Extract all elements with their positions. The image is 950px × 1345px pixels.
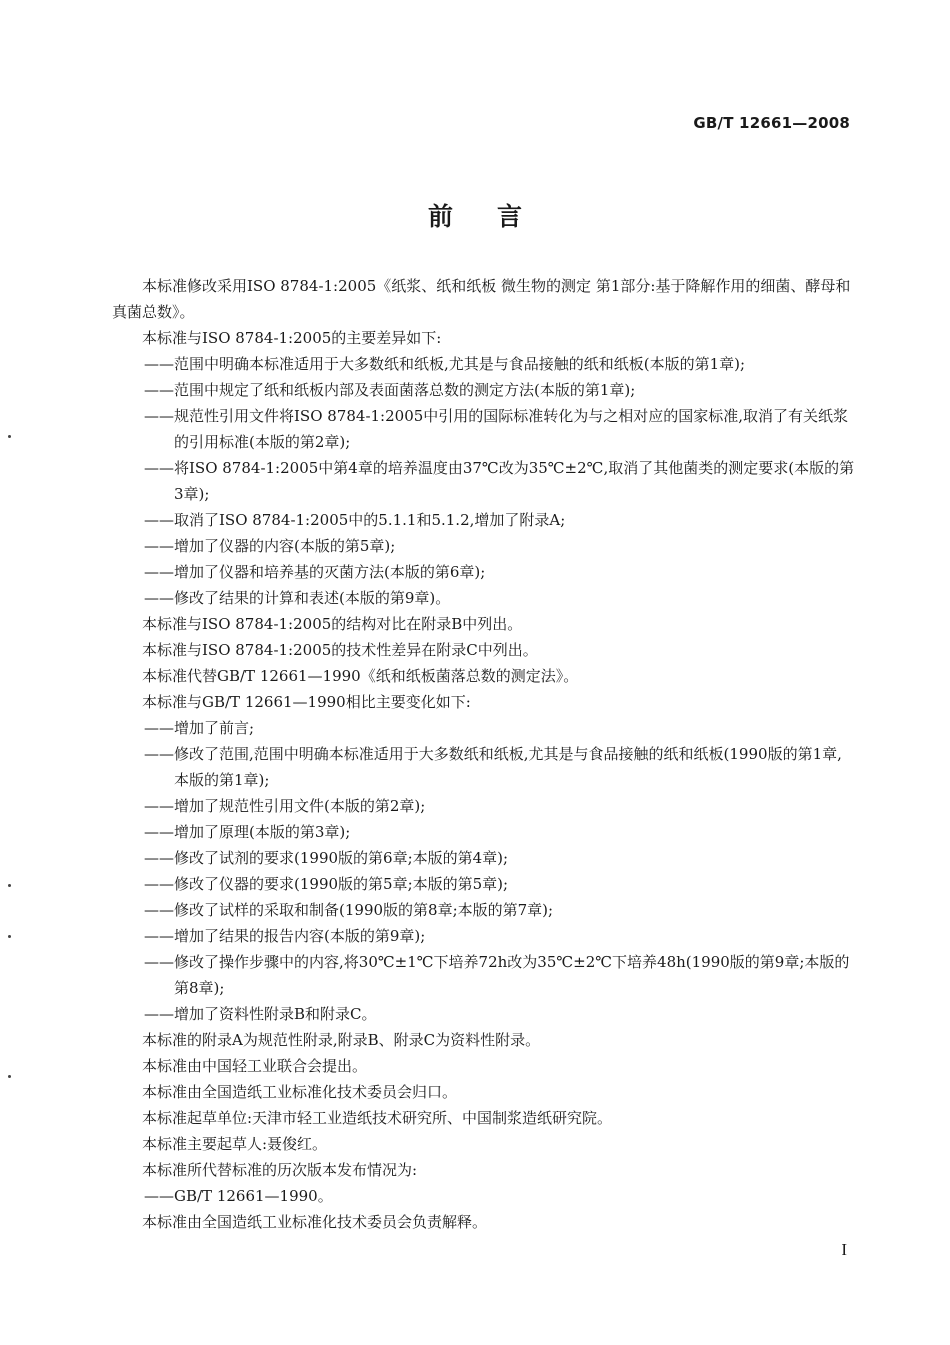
page-number: I — [841, 1240, 847, 1259]
paragraph: 本标准由全国造纸工业标准化技术委员会负责解释。 — [142, 1213, 488, 1231]
scan-speck — [8, 1075, 11, 1078]
paragraph: 本标准与GB/T 12661—1990相比主要变化如下: — [142, 693, 471, 711]
list-item: ——修改了仪器的要求(1990版的第5章;本版的第5章); — [144, 875, 509, 893]
paragraph: 本标准与ISO 8784-1:2005的结构对比在附录B中列出。 — [142, 615, 523, 633]
list-item: ——修改了操作步骤中的内容,将30℃±1℃下培养72h改为35℃±2℃下培养48h(1990版的第9章;本版的第8章); — [144, 953, 850, 997]
list-item: ——增加了前言; — [144, 719, 255, 737]
list-item: ——取消了ISO 8784-1:2005中的5.1.1和5.1.2,增加了附录A; — [144, 511, 566, 529]
list-item: ——修改了试剂的要求(1990版的第6章;本版的第4章); — [144, 849, 509, 867]
list-item: ——增加了仪器的内容(本版的第5章); — [144, 537, 396, 555]
page-title: 前言 — [427, 202, 566, 231]
standard-code: GB/T 12661—2008 — [693, 114, 850, 132]
list-item: ——范围中明确本标准适用于大多数纸和纸板,尤其是与食品接触的纸和纸板(本版的第1章); — [144, 355, 746, 373]
paragraph: 本标准由全国造纸工业标准化技术委员会归口。 — [142, 1083, 458, 1101]
paragraph: 本标准所代替标准的历次版本发布情况为: — [142, 1161, 418, 1179]
scan-speck — [8, 435, 11, 438]
paragraph: 本标准由中国轻工业联合会提出。 — [142, 1057, 368, 1075]
paragraph: 本标准与ISO 8784-1:2005的技术性差异在附录C中列出。 — [142, 641, 538, 659]
list-item: ——将ISO 8784-1:2005中第4章的培养温度由37℃改为35℃±2℃,取消了其他菌类的测定要求(本版的第3章); — [144, 459, 855, 503]
list-item: ——增加了原理(本版的第3章); — [144, 823, 351, 841]
list-item: ——修改了结果的计算和表述(本版的第9章)。 — [144, 589, 451, 607]
list-item: ——增加了资料性附录B和附录C。 — [144, 1005, 377, 1023]
document-body — [112, 273, 856, 1235]
list-item: ——增加了仪器和培养基的灭菌方法(本版的第6章); — [144, 563, 486, 581]
paragraph: 本标准起草单位:天津市轻工业造纸技术研究所、中国制浆造纸研究院。 — [142, 1109, 613, 1127]
list-item: ——增加了规范性引用文件(本版的第2章); — [144, 797, 426, 815]
paragraph: 本标准的附录A为规范性附录,附录B、附录C为资料性附录。 — [142, 1031, 541, 1049]
scan-speck — [8, 935, 11, 938]
list-item: ——修改了范围,范围中明确本标准适用于大多数纸和纸板,尤其是与食品接触的纸和纸板(1990版的第1章,本版的第1章); — [144, 745, 842, 789]
list-item: ——修改了试样的采取和制备(1990版的第8章;本版的第7章); — [144, 901, 554, 919]
paragraph: 本标准修改采用ISO 8784-1:2005《纸浆、纸和纸板 微生物的测定 第1部分:基于降解作用的细菌、酵母和真菌总数》。 — [112, 277, 851, 321]
paragraph: 本标准代替GB/T 12661—1990《纸和纸板菌落总数的测定法》。 — [142, 667, 579, 685]
list-item: ——规范性引用文件将ISO 8784-1:2005中引用的国际标准转化为与之相对应的国家标准,取消了有关纸浆的引用标准(本版的第2章); — [144, 407, 849, 451]
scan-speck — [8, 884, 11, 887]
paragraph: 本标准与ISO 8784-1:2005的主要差异如下: — [142, 329, 442, 347]
list-item: ——GB/T 12661—1990。 — [144, 1187, 333, 1205]
list-item: ——范围中规定了纸和纸板内部及表面菌落总数的测定方法(本版的第1章); — [144, 381, 636, 399]
list-item: ——增加了结果的报告内容(本版的第9章); — [144, 927, 426, 945]
paragraph: 本标准主要起草人:聂俊红。 — [142, 1135, 328, 1153]
